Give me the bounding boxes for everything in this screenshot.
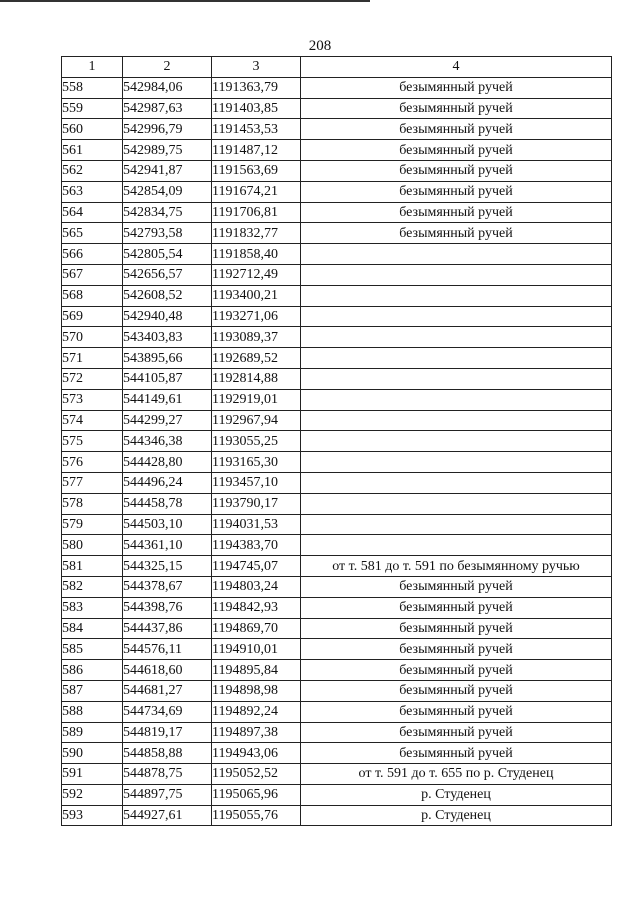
x-coordinate-cell: 542940,48	[123, 306, 212, 327]
table-row	[62, 202, 612, 223]
table-row	[62, 140, 612, 161]
y-coordinate-cell: 1193165,30	[212, 452, 301, 473]
x-coordinate-cell: 544927,61	[123, 805, 212, 826]
table-row	[62, 119, 612, 140]
table-row	[62, 368, 612, 389]
point-number-cell: 589	[62, 722, 123, 743]
point-number-cell: 587	[62, 680, 123, 701]
description-cell: безымянный ручей	[301, 597, 612, 618]
description-cell	[301, 368, 612, 389]
x-coordinate-cell: 542989,75	[123, 140, 212, 161]
description-cell: безымянный ручей	[301, 722, 612, 743]
y-coordinate-cell: 1195052,52	[212, 764, 301, 785]
description-cell: безымянный ручей	[301, 119, 612, 140]
description-cell: от т. 591 до т. 655 по р. Студенец	[301, 764, 612, 785]
x-coordinate-cell: 544681,27	[123, 680, 212, 701]
y-coordinate-cell: 1192967,94	[212, 410, 301, 431]
point-number-cell: 590	[62, 743, 123, 764]
point-number-cell: 582	[62, 576, 123, 597]
description-cell: р. Студенец	[301, 805, 612, 826]
x-coordinate-cell: 544398,76	[123, 597, 212, 618]
point-number-cell: 574	[62, 410, 123, 431]
table-row	[62, 472, 612, 493]
x-coordinate-cell: 542834,75	[123, 202, 212, 223]
description-cell	[301, 389, 612, 410]
table-row	[62, 556, 612, 577]
table-row	[62, 160, 612, 181]
table-row	[62, 431, 612, 452]
point-number-cell: 559	[62, 98, 123, 119]
x-coordinate-cell: 544458,78	[123, 493, 212, 514]
x-coordinate-cell: 542854,09	[123, 181, 212, 202]
description-cell	[301, 535, 612, 556]
y-coordinate-cell: 1192689,52	[212, 348, 301, 369]
description-cell: безымянный ручей	[301, 181, 612, 202]
point-number-cell: 564	[62, 202, 123, 223]
y-coordinate-cell: 1191363,79	[212, 77, 301, 98]
table-row	[62, 743, 612, 764]
point-number-cell: 569	[62, 306, 123, 327]
point-number-cell: 573	[62, 389, 123, 410]
y-coordinate-cell: 1193055,25	[212, 431, 301, 452]
y-coordinate-cell: 1191453,53	[212, 119, 301, 140]
x-coordinate-cell: 542805,54	[123, 244, 212, 265]
table-row	[62, 77, 612, 98]
y-coordinate-cell: 1192919,01	[212, 389, 301, 410]
y-coordinate-cell: 1194842,93	[212, 597, 301, 618]
y-coordinate-cell: 1194897,38	[212, 722, 301, 743]
description-cell: безымянный ручей	[301, 98, 612, 119]
x-coordinate-cell: 544496,24	[123, 472, 212, 493]
x-coordinate-cell: 544428,80	[123, 452, 212, 473]
table-row	[62, 223, 612, 244]
page-number: 208	[308, 38, 332, 54]
point-number-cell: 583	[62, 597, 123, 618]
description-cell	[301, 472, 612, 493]
x-coordinate-cell: 542996,79	[123, 119, 212, 140]
y-coordinate-cell: 1194895,84	[212, 660, 301, 681]
y-coordinate-cell: 1191674,21	[212, 181, 301, 202]
table-header-row	[62, 57, 612, 78]
y-coordinate-cell: 1193400,21	[212, 285, 301, 306]
description-cell	[301, 493, 612, 514]
description-cell: р. Студенец	[301, 784, 612, 805]
description-cell	[301, 244, 612, 265]
x-coordinate-cell: 544618,60	[123, 660, 212, 681]
table-row	[62, 784, 612, 805]
table-row	[62, 535, 612, 556]
x-coordinate-cell: 544576,11	[123, 639, 212, 660]
table-row	[62, 493, 612, 514]
y-coordinate-cell: 1194943,06	[212, 743, 301, 764]
table-row	[62, 722, 612, 743]
y-coordinate-cell: 1194803,24	[212, 576, 301, 597]
point-number-cell: 591	[62, 764, 123, 785]
table-row	[62, 181, 612, 202]
table-row	[62, 597, 612, 618]
description-cell: безымянный ручей	[301, 202, 612, 223]
point-number-cell: 584	[62, 618, 123, 639]
table-row	[62, 805, 612, 826]
point-number-cell: 558	[62, 77, 123, 98]
table-row	[62, 680, 612, 701]
description-cell: безымянный ручей	[301, 140, 612, 161]
point-number-cell: 567	[62, 264, 123, 285]
y-coordinate-cell: 1191706,81	[212, 202, 301, 223]
x-coordinate-cell: 544503,10	[123, 514, 212, 535]
point-number-cell: 565	[62, 223, 123, 244]
description-cell	[301, 306, 612, 327]
description-cell: безымянный ручей	[301, 680, 612, 701]
x-coordinate-cell: 544858,88	[123, 743, 212, 764]
description-cell: безымянный ручей	[301, 223, 612, 244]
y-coordinate-cell: 1191403,85	[212, 98, 301, 119]
point-number-cell: 563	[62, 181, 123, 202]
description-cell: безымянный ручей	[301, 160, 612, 181]
description-cell	[301, 264, 612, 285]
y-coordinate-cell: 1194745,07	[212, 556, 301, 577]
x-coordinate-cell: 544819,17	[123, 722, 212, 743]
x-coordinate-cell: 544149,61	[123, 389, 212, 410]
y-coordinate-cell: 1191487,12	[212, 140, 301, 161]
table-row	[62, 389, 612, 410]
point-number-cell: 588	[62, 701, 123, 722]
x-coordinate-cell: 544378,67	[123, 576, 212, 597]
y-coordinate-cell: 1194383,70	[212, 535, 301, 556]
x-coordinate-cell: 542984,06	[123, 77, 212, 98]
y-coordinate-cell: 1193271,06	[212, 306, 301, 327]
point-number-cell: 580	[62, 535, 123, 556]
table-body	[62, 77, 612, 826]
description-cell: безымянный ручей	[301, 660, 612, 681]
point-number-cell: 576	[62, 452, 123, 473]
column-header-4: 4	[301, 57, 612, 78]
y-coordinate-cell: 1191563,69	[212, 160, 301, 181]
point-number-cell: 585	[62, 639, 123, 660]
coordinates-table	[61, 56, 612, 826]
y-coordinate-cell: 1193089,37	[212, 327, 301, 348]
x-coordinate-cell: 542793,58	[123, 223, 212, 244]
y-coordinate-cell: 1195065,96	[212, 784, 301, 805]
x-coordinate-cell: 542656,57	[123, 264, 212, 285]
point-number-cell: 577	[62, 472, 123, 493]
y-coordinate-cell: 1194898,98	[212, 680, 301, 701]
x-coordinate-cell: 542987,63	[123, 98, 212, 119]
point-number-cell: 593	[62, 805, 123, 826]
header-rule	[0, 0, 370, 2]
table-row	[62, 327, 612, 348]
y-coordinate-cell: 1191832,77	[212, 223, 301, 244]
x-coordinate-cell: 544346,38	[123, 431, 212, 452]
description-cell: безымянный ручей	[301, 639, 612, 660]
column-header-3: 3	[212, 57, 301, 78]
table-row	[62, 244, 612, 265]
point-number-cell: 592	[62, 784, 123, 805]
x-coordinate-cell: 544734,69	[123, 701, 212, 722]
description-cell	[301, 327, 612, 348]
table-row	[62, 98, 612, 119]
y-coordinate-cell: 1193457,10	[212, 472, 301, 493]
point-number-cell: 566	[62, 244, 123, 265]
x-coordinate-cell: 544361,10	[123, 535, 212, 556]
y-coordinate-cell: 1191858,40	[212, 244, 301, 265]
point-number-cell: 581	[62, 556, 123, 577]
x-coordinate-cell: 544897,75	[123, 784, 212, 805]
description-cell	[301, 285, 612, 306]
table-row	[62, 618, 612, 639]
description-cell	[301, 410, 612, 431]
y-coordinate-cell: 1194869,70	[212, 618, 301, 639]
table-row	[62, 576, 612, 597]
table-row	[62, 514, 612, 535]
point-number-cell: 572	[62, 368, 123, 389]
point-number-cell: 586	[62, 660, 123, 681]
table-row	[62, 764, 612, 785]
x-coordinate-cell: 544437,86	[123, 618, 212, 639]
point-number-cell: 579	[62, 514, 123, 535]
table-row	[62, 264, 612, 285]
description-cell	[301, 452, 612, 473]
y-coordinate-cell: 1193790,17	[212, 493, 301, 514]
description-cell	[301, 431, 612, 452]
description-cell: безымянный ручей	[301, 743, 612, 764]
table-row	[62, 701, 612, 722]
description-cell: от т. 581 до т. 591 по безымянному ручью	[301, 556, 612, 577]
x-coordinate-cell: 542941,87	[123, 160, 212, 181]
table-row	[62, 639, 612, 660]
x-coordinate-cell: 544299,27	[123, 410, 212, 431]
table-row	[62, 306, 612, 327]
table-row	[62, 410, 612, 431]
point-number-cell: 578	[62, 493, 123, 514]
description-cell	[301, 514, 612, 535]
x-coordinate-cell: 543403,83	[123, 327, 212, 348]
x-coordinate-cell: 544105,87	[123, 368, 212, 389]
y-coordinate-cell: 1192712,49	[212, 264, 301, 285]
y-coordinate-cell: 1194892,24	[212, 701, 301, 722]
y-coordinate-cell: 1194910,01	[212, 639, 301, 660]
point-number-cell: 571	[62, 348, 123, 369]
y-coordinate-cell: 1192814,88	[212, 368, 301, 389]
point-number-cell: 560	[62, 119, 123, 140]
point-number-cell: 562	[62, 160, 123, 181]
table-row	[62, 348, 612, 369]
point-number-cell: 568	[62, 285, 123, 306]
table-row	[62, 452, 612, 473]
x-coordinate-cell: 544325,15	[123, 556, 212, 577]
y-coordinate-cell: 1194031,53	[212, 514, 301, 535]
y-coordinate-cell: 1195055,76	[212, 805, 301, 826]
x-coordinate-cell: 544878,75	[123, 764, 212, 785]
description-cell	[301, 348, 612, 369]
description-cell: безымянный ручей	[301, 701, 612, 722]
x-coordinate-cell: 542608,52	[123, 285, 212, 306]
description-cell: безымянный ручей	[301, 77, 612, 98]
column-header-1: 1	[62, 57, 123, 78]
point-number-cell: 561	[62, 140, 123, 161]
point-number-cell: 575	[62, 431, 123, 452]
description-cell: безымянный ручей	[301, 576, 612, 597]
description-cell: безымянный ручей	[301, 618, 612, 639]
table-row	[62, 660, 612, 681]
column-header-2: 2	[123, 57, 212, 78]
point-number-cell: 570	[62, 327, 123, 348]
table-row	[62, 285, 612, 306]
x-coordinate-cell: 543895,66	[123, 348, 212, 369]
